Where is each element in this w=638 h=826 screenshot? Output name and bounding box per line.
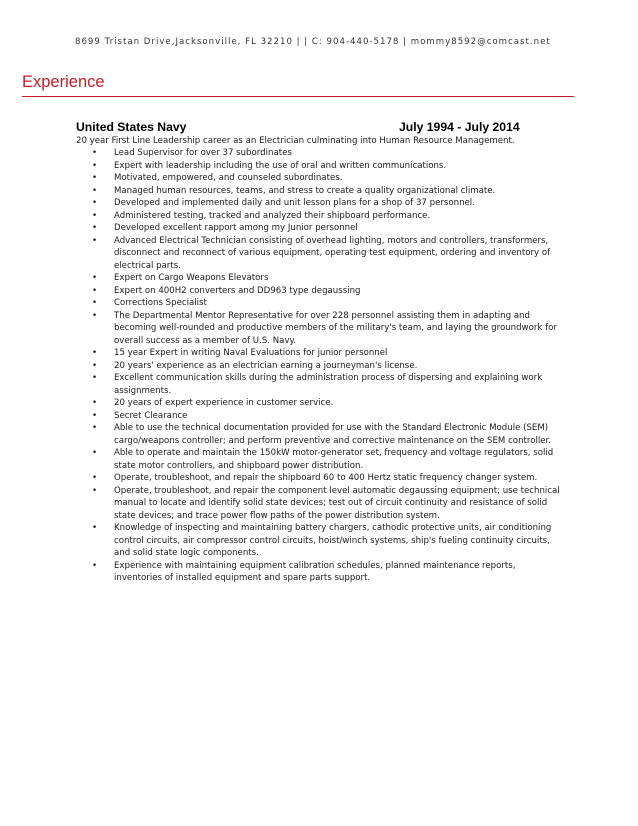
duty-item [76,222,562,235]
duty-item [76,560,562,585]
bullet-icon: • [92,285,98,296]
duty-item [76,360,562,373]
duty-item [76,410,562,423]
bullet-icon: • [92,560,98,571]
duty-item [76,397,562,410]
bullet-icon: • [92,423,98,433]
duty-item [76,147,562,160]
section-title-experience: Experience [22,73,105,91]
duties-list [76,147,562,585]
bullet-icon: • [92,273,98,283]
duty-item [76,422,562,447]
duty-item [76,447,562,472]
duty-item [76,160,562,173]
section-divider [22,96,574,97]
duty-text: Motivated, empowered, and counseled subordinates. [114,173,343,183]
contact-header: 8699 Tristan Drive,Jacksonville, FL 32210 | | C: 904-440-5178 | mommy8592@comcast.net [75,37,551,47]
duty-text: Advanced Electrical Technician consisting of overhead lighting, motors and controllers, transformers, disconnect and reconnect of various equipment, operating test equipment, ordering and inventory of electrical parts. [114,235,551,271]
duty-item [76,210,562,223]
bullet-icon: • [92,223,98,233]
duty-item [76,272,562,285]
duty-text: Lead Supervisor for over 37 subordinates [114,148,292,158]
bullet-icon: • [92,185,98,196]
bullet-icon: • [92,373,98,383]
duty-item [76,522,562,560]
duty-text: Expert on 400H2 converters and DD963 type degaussing [114,285,361,296]
duty-text: 20 years' experience as an electrician earning a journeyman's license. [114,360,418,371]
bullet-icon: • [92,173,98,183]
bullet-icon: • [92,523,98,533]
duty-text: Secret Clearance [114,410,188,421]
duty-text: Administered testing, tracked and analyzed their shipboard performance. [114,210,431,221]
duty-text: Knowledge of inspecting and maintaining battery chargers, cathodic protective units, air conditioning control circuits, air compressor control circuits, hoist/winch systems, ship's fueling continuity circuits, and solid state logic components. [114,523,552,558]
duty-text: Expert on Cargo Weapons Elevators [114,273,269,283]
duty-item [76,347,562,360]
duty-text: Operate, troubleshoot, and repair the component level automatic degaussing equipment; use technical manual to locate and identify solid state devices; test out of circuit continuity and resistance of solid state devices; and trace power flow paths of the power distribution system. [114,485,560,521]
bullet-icon: • [92,198,98,208]
duty-text: Expert with leadership including the use of oral and written communications. [114,160,447,171]
bullet-icon: • [92,398,98,408]
duty-text: Experience with maintaining equipment calibration schedules, planned maintenance reports, inventories of installed equipment and spare parts support. [114,560,516,583]
bullet-icon: • [92,448,98,458]
duty-text: The Departmental Mentor Representative for over 228 personnel assisting them in adapting and becoming well-rounded and productive members of the military's team, and laying the groundwork for overall success as a member of U.S. Navy. [114,310,557,346]
bullet-icon: • [92,473,98,483]
job-header [76,120,562,135]
duty-item [76,472,562,485]
duty-item [76,372,562,397]
duty-text: 15 year Expert in writing Naval Evaluations for junior personnel [114,348,388,358]
bullet-icon: • [92,310,98,321]
duty-text: Able to use the technical documentation provided for use with the Standard Electronic Module (SEM) cargo/weapons controller; and perform preventive and corrective maintenance on the SEM controller. [114,423,552,446]
duty-text: Excellent communication skills during the administration process of dispersing and explaining work assignments. [114,373,543,396]
duty-item [76,185,562,198]
bullet-icon: • [92,210,98,221]
duty-item [76,485,562,523]
bullet-icon: • [92,148,98,158]
bullet-icon: • [92,298,98,308]
duty-text: Operate, troubleshoot, and repair the shipboard 60 to 400 Hertz static frequency changer system. [114,473,538,483]
bullet-icon: • [92,360,98,371]
duty-item [76,172,562,185]
bullet-icon: • [92,348,98,358]
job-entry [76,120,562,585]
job-summary: 20 year First Line Leadership career as an Electrician culminating into Human Resource Management. [76,136,515,146]
bullet-icon: • [92,410,98,421]
duty-item [76,235,562,273]
duty-text: Corrections Specialist [114,298,207,308]
duty-item [76,310,562,348]
duty-item [76,197,562,210]
duty-text: Developed excellent rapport among my Junior personnel [114,223,358,233]
duty-item [76,285,562,298]
duty-text: 20 years of expert experience in customer service. [114,398,334,408]
job-dates: July 1994 - July 2014 [399,120,520,134]
duty-item [76,297,562,310]
duty-text: Able to operate and maintain the 150kW motor-generator set, frequency and voltage regulators, solid state motor controllers, and shipboard power distribution. [114,448,554,471]
bullet-icon: • [92,485,98,496]
employer-name: United States Navy [76,120,187,134]
duty-text: Managed human resources, teams, and stress to create a quality organizational climate. [114,185,496,196]
bullet-icon: • [92,235,98,246]
bullet-icon: • [92,160,98,171]
duty-text: Developed and implemented daily and unit lesson plans for a shop of 37 personnel. [114,198,475,208]
